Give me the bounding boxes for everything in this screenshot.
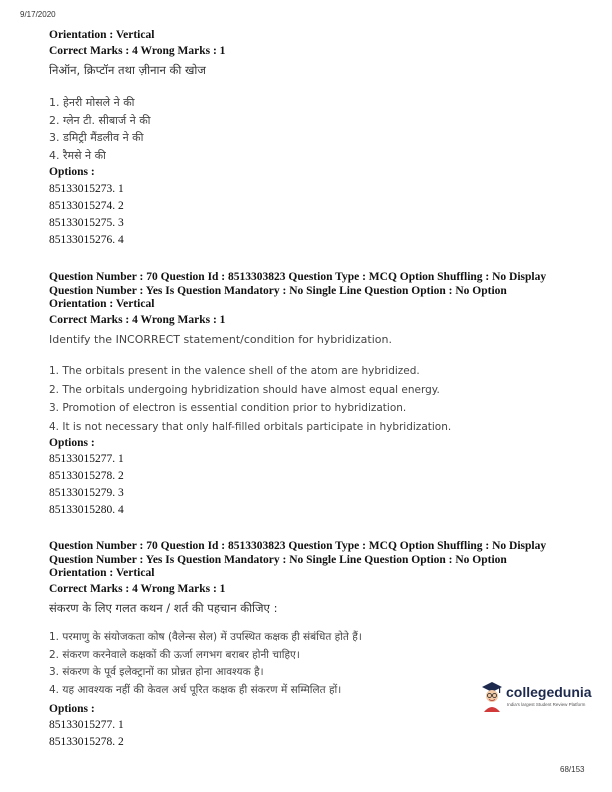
choice-list [49, 362, 451, 436]
question-text: Identify the INCORRECT statement/condition for hybridization. [49, 333, 392, 346]
choice-item: 4. रैमसे ने की [49, 148, 106, 162]
option-id: 85133015275. 3 [49, 217, 124, 229]
option-id: 85133015278. 2 [49, 470, 124, 482]
question-meta-line1: Question Number : 70 Question Id : 8513303823 Question Type : MCQ Option Shuffling : No Display [49, 271, 547, 283]
options-label: Options : [49, 166, 95, 178]
option-id: 85133015278. 2 [49, 736, 124, 748]
choice-item: 3. संकरण के पूर्व इलेक्ट्रानों का प्रोन्नत होना आवश्यक है। [49, 666, 264, 678]
choice-item: 2. The orbitals undergoing hybridization should have almost equal energy. [49, 383, 440, 396]
choice-item: 2. ग्लेन टी. सीबार्ज ने की [49, 113, 151, 127]
choice-list [49, 629, 362, 699]
orientation-label: Orientation : Vertical [49, 567, 155, 579]
choice-item: 1. परमाणु के संयोजकता कोष (वैलेन्स सेल) में उपस्थित कक्षक ही संबंधित होते हैं। [49, 631, 362, 643]
options-label: Options : [49, 703, 95, 715]
options-list [49, 717, 124, 751]
collegedunia-logo [480, 681, 590, 715]
question-meta-line2: Question Number : Yes Is Question Mandatory : No Single Line Question Option : No Option [49, 554, 507, 566]
options-list [49, 181, 124, 249]
orientation-label: Orientation : Vertical [49, 29, 155, 41]
choice-item: 1. हेनरी मोसले ने की [49, 96, 135, 109]
option-id: 85133015276. 4 [49, 234, 124, 246]
marks-label: Correct Marks : 4 Wrong Marks : 1 [49, 314, 226, 326]
option-id: 85133015277. 1 [49, 719, 124, 731]
orientation-label: Orientation : Vertical [49, 298, 155, 310]
choice-item: 1. The orbitals present in the valence shell of the atom are hybridized. [49, 365, 420, 377]
marks-label: Correct Marks : 4 Wrong Marks : 1 [49, 583, 226, 595]
choice-item: 4. यह आवश्यक नहीं की केवल अर्ध पूरित कक्षक ही संकरण में सम्मिलित हों। [49, 683, 342, 696]
logo-tagline: India's largest Student Review Platform [507, 702, 586, 707]
print-date: 9/17/2020 [20, 10, 56, 19]
options-list [49, 451, 124, 519]
page-number: 68/153 [560, 765, 585, 774]
logo-wordmark: collegedunia [506, 684, 592, 700]
option-id: 85133015274. 2 [49, 200, 124, 212]
question-text: निऑन, क्रिप्टॉन तथा ज़ीनान की खोज [49, 63, 206, 77]
question-text: संकरण के लिए गलत कथन / शर्त की पहचान कीजिए : [49, 601, 278, 615]
option-id: 85133015279. 3 [49, 487, 124, 499]
choice-list [49, 94, 151, 164]
choice-item: 3. डमिट्री मैंडलीव ने की [49, 131, 144, 144]
option-id: 85133015277. 1 [49, 453, 124, 465]
question-meta-line1: Question Number : 70 Question Id : 8513303823 Question Type : MCQ Option Shuffling : No Display [49, 540, 547, 552]
mascot-icon [480, 681, 504, 713]
choice-item: 4. It is not necessary that only half-filled orbitals participate in hybridization. [49, 420, 452, 433]
marks-label: Correct Marks : 4 Wrong Marks : 1 [49, 45, 226, 57]
choice-item: 3. Promotion of electron is essential condition prior to hybridization. [49, 402, 407, 414]
question-meta-line2: Question Number : Yes Is Question Mandatory : No Single Line Question Option : No Option [49, 285, 507, 297]
options-label: Options : [49, 437, 95, 449]
option-id: 85133015273. 1 [49, 183, 124, 195]
option-id: 85133015280. 4 [49, 504, 124, 516]
choice-item: 2. संकरण करनेवाले कक्षकों की ऊर्जा लगभग बराबर होनी चाहिए। [49, 648, 300, 661]
